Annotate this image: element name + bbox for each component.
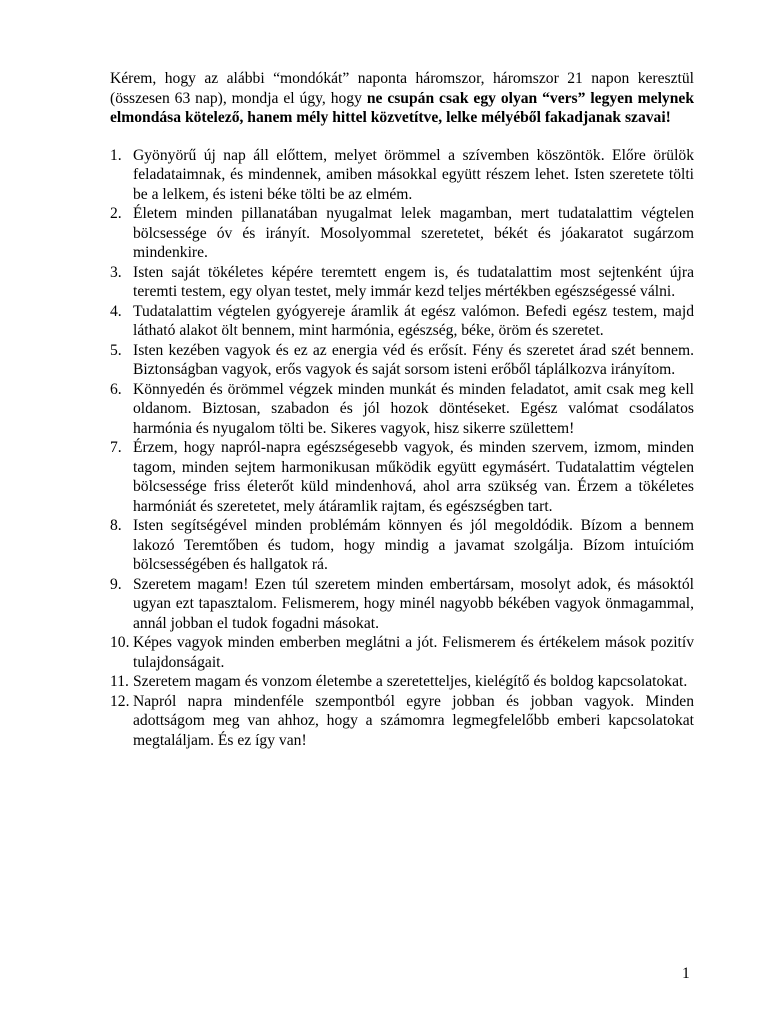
list-item: [110, 692, 694, 751]
list-item-text: Képes vagyok minden emberben meglátni a jót. Felismerem és értékelem mások pozitív tulajdonságait.: [133, 634, 694, 671]
list-item-number: 9.: [110, 575, 122, 593]
list-item-number: 4.: [110, 302, 122, 320]
list-item: [110, 146, 694, 205]
list-item-number: 8.: [110, 517, 122, 534]
list-item-text: Gyönyörű új nap áll előttem, melyet örömmel a szívemben köszöntök. Előre örülök feladataimnak, és mindennek, amiben másokkal együtt részem lehet. Isten szeretete tölti be a lelkem, és isteni béke tölti be az elmém.: [133, 146, 694, 203]
intro-paragraph: [110, 69, 694, 128]
list-item-number: 2.: [110, 205, 122, 222]
list-item-number: 11.: [110, 673, 129, 690]
list-item-text: Szeretem magam és vonzom életembe a szeretetteljes, kielégítő és boldog kapcsolatokat.: [133, 673, 688, 690]
list-item-text: Napról napra mindenféle szempontból egyre jobban és jobban vagyok. Minden adottságom meg van ahhoz, hogy a számomra legmegfelelőbb emberi kapcsolatokat megtaláljam. És ez így van!: [133, 692, 694, 749]
list-item-text: Szeretem magam! Ezen túl szeretem minden embertársam, mosolyt adok, és másoktól ugyan ezt tapasztalom. Felismerem, hogy minél nagyobb békében vagyok önmagammal, annál jobban el tudok fogadni másokat.: [133, 575, 694, 632]
list-item-number: 7.: [110, 439, 122, 456]
list-item: [110, 263, 694, 302]
list-item-number: 12.: [110, 692, 130, 710]
list-item: [110, 380, 694, 439]
list-item-number: 1.: [110, 146, 122, 164]
page-number: 1: [682, 965, 690, 982]
list-item-text: Könnyedén és örömmel végzek minden munkát és minden feladatot, amit csak meg kell oldanom. Biztosan, szabadon és jól hozok döntéseket. Egész valómat csodálatos harmónia és nyugalom tölti be. Sikeres vagyok, hisz sikerre születtem!: [133, 380, 694, 437]
intro-text: Kérem, hogy az alábbi “mondókát” naponta háromszor, háromszor 21 napon keresztül (összesen 63 nap), mondja el úgy, hogy: [110, 70, 694, 107]
list-item-text: Életem minden pillanatában nyugalmat lelek magamban, mert tudatalattim végtelen bölcsessége óv és irányít. Mosolyommal szeretetet, békét és jóakaratot sugárzom mindenkire.: [133, 205, 694, 261]
list-item-text: Érzem, hogy napról-napra egészségesebb vagyok, és minden szervem, izmom, minden tagom, minden sejtem harmonikusan működik együtt egymásért. Tudatalattim végtelen bölcsessége friss életerőt küld mindenhová, ahol arra szükség van. Érzem a tökéletes harmóniát és szeretetet, mely átáramlik rajtam, és egészségben tart.: [133, 439, 694, 515]
list-item-text: Isten saját tökéletes képére teremtett engem is, és tudatalattim most sejtenként újra teremti testem, egy olyan testet, mely immár kezd teljes mértékben egészségessé válni.: [133, 263, 694, 300]
list-item: [110, 516, 694, 575]
list-item-number: 6.: [110, 380, 122, 398]
list-item: [110, 633, 694, 672]
affirmation-list: [110, 146, 694, 751]
list-item-number: 10.: [110, 634, 130, 651]
list-item: [110, 341, 694, 380]
list-item-text: Isten kezében vagyok és ez az energia véd és erősít. Fény és szeretet árad szét bennem. Biztonságban vagyok, erős vagyok és saját sorsom isteni erőből táplálkozva irányítom.: [133, 341, 694, 378]
list-item: [110, 438, 694, 516]
list-item-number: 3.: [110, 263, 122, 281]
list-item: [110, 302, 694, 341]
document-page: [110, 69, 694, 750]
list-item: [110, 672, 694, 692]
list-item: [110, 204, 694, 263]
list-item-number: 5.: [110, 341, 122, 359]
list-item: [110, 575, 694, 634]
list-item-text: Tudatalattim végtelen gyógyereje áramlik át egész valómon. Befedi egész testem, majd látható alakot ölt bennem, mint harmónia, egészség, béke, öröm és szeretet.: [133, 302, 694, 339]
list-item-text: Isten segítségével minden problémám könnyen és jól megoldódik. Bízom a bennem lakozó Teremtőben és tudom, hogy mindig a javamat szolgálja. Bízom intuícióm bölcsességében és hallgatok rá.: [133, 517, 694, 573]
intro-bold-text: ne csupán csak egy olyan “vers” legyen melynek elmondása kötelező, hanem mély hittel közvetítve, lelke mélyéből fakadjanak szavai!: [110, 89, 694, 126]
